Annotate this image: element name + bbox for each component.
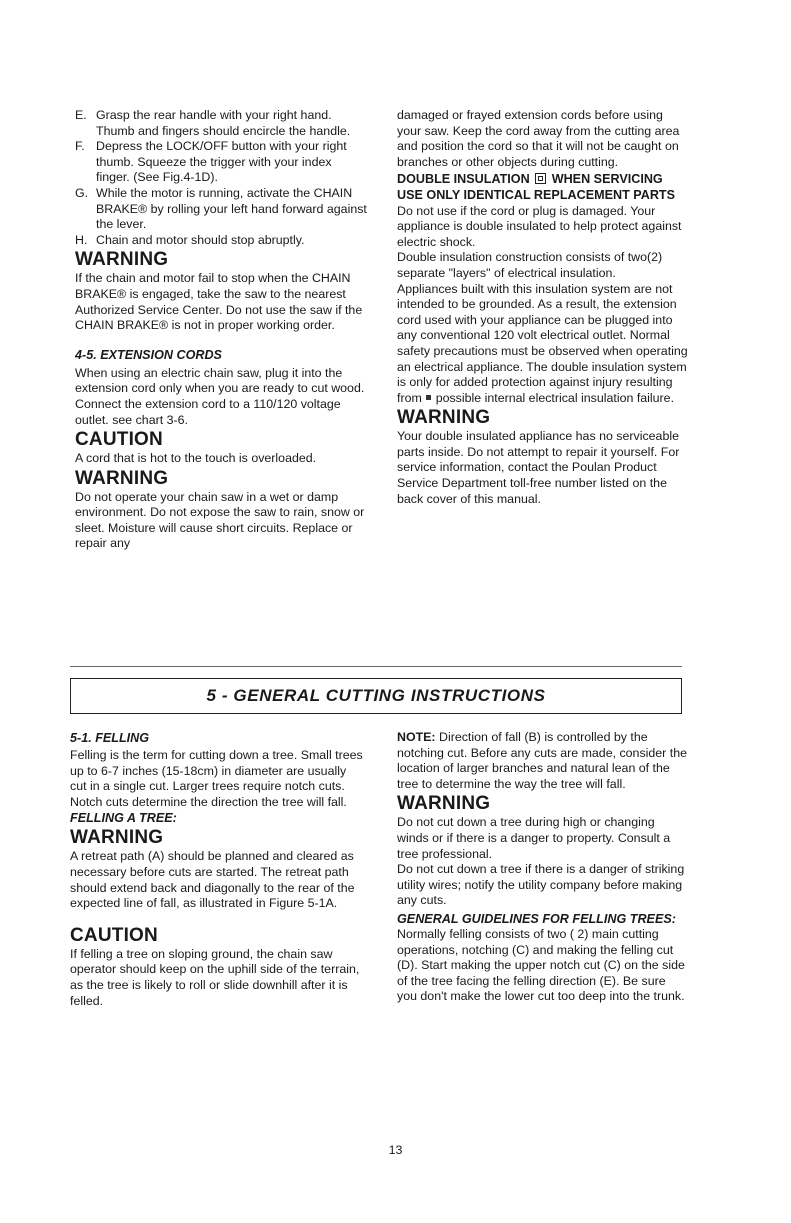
paragraph: Do not use if the cord or plug is damaged. Your appliance is double insulated to help protect against electric shock. [397, 203, 682, 249]
extension-cords-text: When using an electric chain saw, plug it into the extension cord only when you are ready to cut wood. Connect the extension cord to a 110/120 voltage outlet. see chart 3-6. [75, 365, 365, 427]
section-banner [70, 678, 682, 714]
paragraph: Double insulation construction consists of two(2) separate "layers" of electrical insulation. [397, 250, 663, 280]
continued-text: damaged or frayed extension cords before using your saw. Keep the cord away from the cutting area and position the cord so that it will not be caught on branches or other objects during cutting. [397, 108, 680, 169]
felling-tree-heading: FELLING A TREE: [70, 811, 177, 826]
warning-heading: WARNING [397, 407, 491, 429]
section-title: 5 - GENERAL CUTTING INSTRUCTIONS [206, 686, 546, 705]
caution-heading: CAUTION [70, 924, 158, 946]
warning-text: Your double insulated appliance has no serviceable parts inside. Do not attempt to repair it yourself. For service information, contact the Poulan Product Service Department toll-free number listed on the back cover of this manual. [397, 429, 680, 506]
extension-cords-heading: 4-5. EXTENSION CORDS [75, 347, 222, 362]
warning-heading: WARNING [397, 793, 491, 815]
list-item: G. While the motor is running, activate the CHAIN BRAKE® by rolling your left hand forward against the lever. [75, 185, 367, 232]
warning-text: Do not cut down a tree if there is a danger of striking utility wires; notify the utility company before making any cuts. [397, 862, 685, 908]
top-left-column [75, 108, 367, 552]
section-divider [70, 666, 682, 667]
page-number: 13 [388, 1143, 403, 1157]
double-insulation-heading: DOUBLE INSULATION WHEN SERVICING USE ONLY IDENTICAL REPLACEMENT PARTS [397, 172, 676, 202]
double-insulation-symbol-icon [535, 173, 546, 184]
list-item: H. Chain and motor should stop abruptly. [75, 232, 305, 247]
note-paragraph: NOTE: Direction of fall (B) is controlled by the notching cut. Before any cuts are made, consider the location of larger branches and natural lean of the tree to determine the way the tree will fall. [397, 730, 687, 791]
note-label: NOTE: [397, 730, 436, 744]
list-item: E. Grasp the rear handle with your right hand. Thumb and fingers should encircle the handle. [75, 108, 351, 138]
paragraph: Appliances built with this insulation system are not intended to be grounded. As a result, the extension cord used with your appliance can be plugged into any conventional 120 volt electrical outlet. Normal safety precautions must be observed when operating an electrical appliance. The double insulation system is only for added protection against injury resulting from possible internal electrical insulation failure. [397, 281, 688, 405]
guidelines-heading: GENERAL GUIDELINES FOR FELLING TREES: [397, 911, 676, 926]
warning-heading: WARNING [70, 827, 164, 849]
top-right-column [397, 108, 689, 507]
bottom-right-column [397, 730, 689, 1005]
bottom-left-column [70, 730, 364, 1009]
felling-heading: 5-1. FELLING [70, 731, 150, 745]
warning-text: Do not cut down a tree during high or changing winds or if there is a danger to property. Consult a tree professional. [397, 815, 671, 861]
warning-text: Do not operate your chain saw in a wet or damp environment. Do not expose the saw to rain, snow or sleet. Moisture will cause short circuits. Replace or repair any [75, 489, 365, 551]
warning-heading: WARNING [75, 249, 169, 271]
felling-text: Felling is the term for cutting down a tree. Small trees up to 6-7 inches (15-18cm) in diameter are usually cut in a single cut. Larger trees require notch cuts. Notch cuts determine the direction the tree will fall. [70, 748, 363, 809]
warning-text: If the chain and motor fail to stop when the CHAIN BRAKE® is engaged, take the saw to the nearest Authorized Service Center. Do not use the saw if the CHAIN BRAKE® is not in proper working order. [75, 271, 363, 333]
warning-heading: WARNING [75, 467, 169, 489]
list-item: F. Depress the LOCK/OFF button with your right thumb. Squeeze the trigger with your index finger. (See Fig.4-1D). [75, 139, 347, 185]
warning-text: A retreat path (A) should be planned and cleared as necessary before cuts are started. The retreat path should extend back and diagonally to the rear of the expected line of fall, as illustrated in Figure 5-1A. [70, 849, 355, 911]
guidelines-text: Normally felling consists of two ( 2) main cutting operations, notching (C) and making the felling cut (D). Start making the upper notch cut (C) on the side of the tree facing the felling direction (E). Be sure you don't make the lower cut too deep into the trunk. [397, 926, 685, 1004]
caution-text: A cord that is hot to the touch is overloaded. [75, 451, 317, 466]
caution-text: If felling a tree on sloping ground, the chain saw operator should keep on the uphill side of the terrain, as the tree is likely to roll or slide downhill after it is felled. [70, 946, 360, 1008]
caution-heading: CAUTION [75, 429, 163, 451]
bullet-mark-icon [426, 395, 431, 400]
